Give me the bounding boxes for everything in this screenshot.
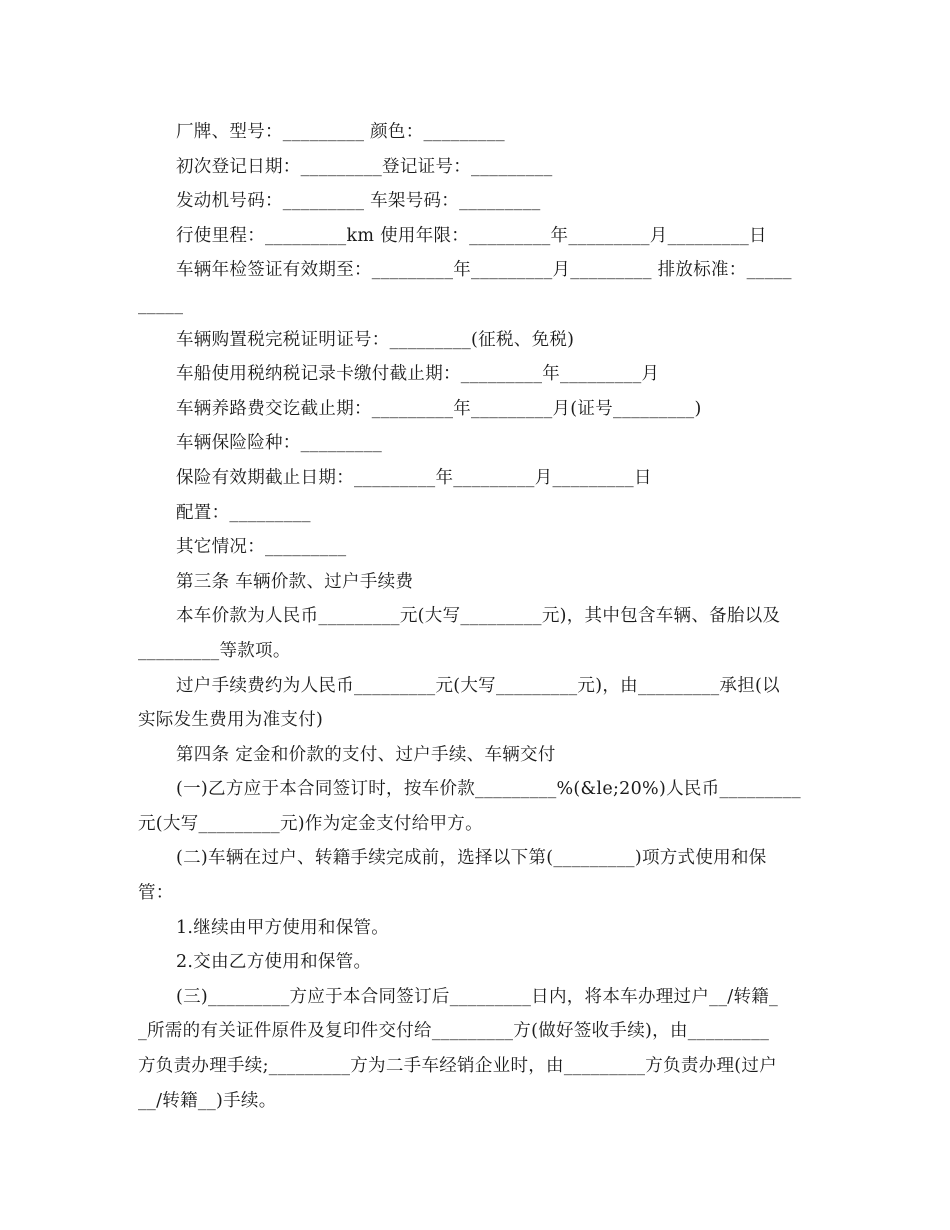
article-4-item-2: (二)车辆在过户、转籍手续完成前，选择以下第(_________)项方式使用和保 (176, 848, 767, 869)
field-purchase-tax: 车辆购置税完税证明证号：_________(征税、免税) (176, 329, 575, 350)
article-3-price-cont: _________等款项。 (138, 640, 291, 661)
article-4-item-1: (一)乙方应于本合同签订时，按车价款_________%(&le;20%)人民币_________ (176, 779, 801, 800)
field-inspection-emission: 车辆年检签证有效期至：_________年_________月_________ 排放标准：_____ (176, 260, 792, 281)
article-4-item-2-cont: 管： (138, 883, 174, 904)
article-3-transfer-fee-cont: 实际发生费用为准支付) (138, 710, 324, 731)
article-4-item-3-cont-2: 方负责办理手续;_________方为二手车经销企业时，由_________方负责办理(过户 (138, 1056, 778, 1077)
field-insurance-expiry: 保险有效期截止日期：_________年_________月_________日 (176, 467, 652, 488)
field-brand-model: 厂牌、型号：_________ 颜色：_________ (176, 122, 505, 142)
field-road-fee: 车辆养路费交讫截止期：_________年_________月(证号_________) (176, 398, 702, 419)
field-vessel-tax: 车船使用税纳税记录卡缴付截止期：_________年_________月 (176, 364, 660, 385)
article-3-heading: 第三条 车辆价款、过户手续费 (176, 571, 414, 592)
field-insurance-type: 车辆保险险种：_________ (176, 433, 383, 454)
article-4-item-1-cont: 元(大写_________元)作为定金支付给甲方。 (138, 813, 483, 834)
article-4-item-3: (三)_________方应于本合同签订后_________日内，将本车办理过户__/转籍_ (176, 986, 779, 1007)
contract-body (138, 115, 814, 1118)
field-engine-chassis: 发动机号码：_________ 车架号码：_________ (176, 191, 541, 212)
article-3-price: 本车价款为人民币_________元(大写_________元)，其中包含车辆、备胎以及 (176, 606, 781, 627)
article-4-option-2: 2.交由乙方使用和保管。 (176, 952, 372, 973)
field-other: 其它情况：_________ (176, 537, 347, 558)
article-4-item-3-cont-1: _所需的有关证件原件及复印件交付给_________方(做好签收手续)，由_________ (138, 1021, 770, 1042)
field-first-registration: 初次登记日期：_________登记证号：_________ (176, 156, 553, 177)
article-4-option-1: 1.继续由甲方使用和保管。 (176, 917, 390, 938)
field-mileage-years: 行使里程：_________km 使用年限：_________年_________月_________日 (176, 225, 767, 246)
article-4-item-3-cont-3: __/转籍__)手续。 (138, 1090, 277, 1111)
field-inspection-emission-cont: _____ (138, 294, 184, 315)
field-configuration: 配置：_________ (176, 502, 311, 523)
article-3-transfer-fee: 过户手续费约为人民币_________元(大写_________元)，由_________承担(以 (176, 675, 780, 696)
article-4-heading: 第四条 定金和价款的支付、过户手续、车辆交付 (176, 744, 556, 765)
